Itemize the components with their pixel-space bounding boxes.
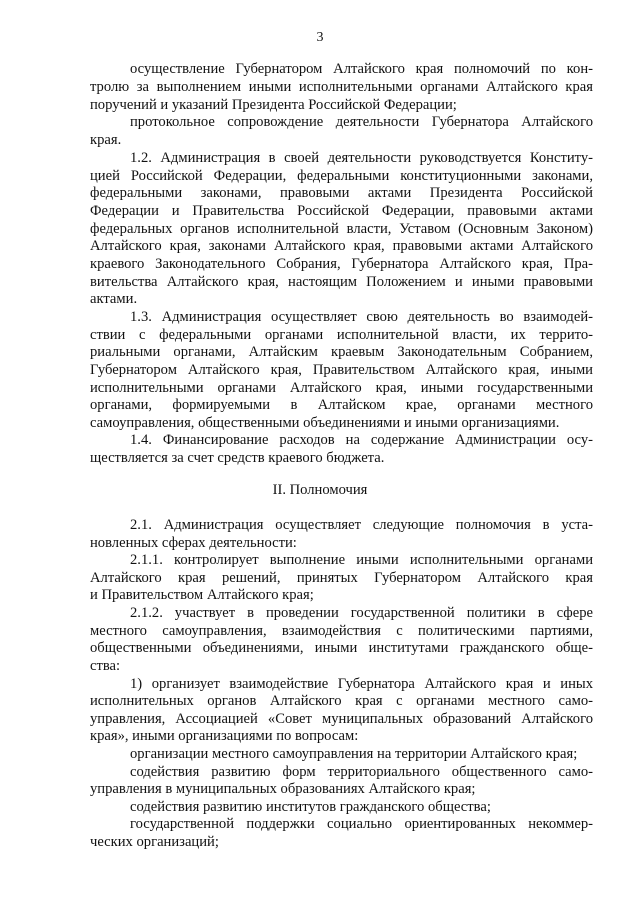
text-line: Алтайского края, законами Алтайского края, правовыми актами Алтайского bbox=[90, 238, 593, 254]
text-line: государственной поддержки социально ориентированных некоммер- bbox=[130, 816, 593, 832]
text-line: 1) организует взаимодействие Губернатора Алтайского края и иных bbox=[130, 676, 593, 692]
text-line: местного самоуправления, взаимодействия с политическими партиями, bbox=[90, 623, 593, 639]
text-line: края. bbox=[90, 132, 122, 148]
text-line: федеральных органов исполнительной власти, Уставом (Основным Законом) bbox=[90, 221, 593, 237]
text-line: ства: bbox=[90, 658, 121, 674]
text-line: управления в муниципальных образованиях Алтайского края; bbox=[90, 781, 476, 797]
text-line: Алтайского края решений, принятых Губернатором Алтайского края bbox=[90, 570, 593, 586]
text-line: ствии с федеральными органами исполнительной власти, их террито- bbox=[90, 327, 593, 343]
text-line: риальными органами, Алтайским краевым Законодательным Собранием, bbox=[90, 344, 593, 360]
text-line: края», иными организациями по вопросам: bbox=[90, 728, 359, 744]
text-line: и Правительством Алтайского края; bbox=[90, 587, 314, 603]
text-line: протокольное сопровождение деятельности Губернатора Алтайского bbox=[130, 114, 593, 130]
text-line: новленных сферах деятельности: bbox=[90, 535, 297, 551]
text-line: организации местного самоуправления на территории Алтайского края; bbox=[130, 746, 578, 762]
text-line: самоуправления, общественными объединениями и иными организациями. bbox=[90, 415, 560, 431]
text-line: содействия развитию институтов гражданского общества; bbox=[130, 799, 491, 815]
section-heading: II. Полномочия bbox=[272, 482, 368, 498]
text-line: 1.2. Администрация в своей деятельности руководствуется Конститу- bbox=[130, 150, 593, 166]
text-line: вительства Алтайского края, настоящим Положением и иными правовыми bbox=[90, 274, 593, 290]
text-line: ществляется за счет средств краевого бюджета. bbox=[90, 450, 385, 466]
text-line: Федерации и Правительства Российской Федерации, правовыми актами bbox=[90, 203, 593, 219]
text-line: органами, формируемыми в Алтайском крае, органами местного bbox=[90, 397, 593, 413]
page-number: 3 bbox=[316, 30, 324, 45]
text-line: поручений и указаний Президента Российской Федерации; bbox=[90, 97, 457, 113]
text-line: цией Российской Федерации, федеральными конституционными законами, bbox=[90, 168, 593, 184]
text-line: 1.4. Финансирование расходов на содержание Администрации осу- bbox=[130, 432, 593, 448]
text-line: ческих организаций; bbox=[90, 834, 219, 850]
text-line: 2.1.1. контролирует выполнение иными исполнительными органами bbox=[130, 552, 593, 568]
text-line: 1.3. Администрация осуществляет свою деятельность во взаимодей- bbox=[130, 309, 593, 325]
text-line: краевого Законодательного Собрания, Губернатора Алтайского края, Пра- bbox=[90, 256, 593, 272]
text-line: исполнительными органами Алтайского края, иными государственными bbox=[90, 380, 593, 396]
text-line: Губернатором Алтайского края, Правительством Алтайского края, иными bbox=[90, 362, 593, 378]
text-line: тролю за выполнением иными исполнительными органами Алтайского края bbox=[90, 79, 593, 95]
text-line: общественными объединениями, иными институтами гражданского обще- bbox=[90, 640, 593, 656]
text-line: федеральными законами, правовыми актами Президента Российской bbox=[90, 185, 593, 201]
text-line: актами. bbox=[90, 291, 138, 307]
text-line: исполнительных органов Алтайского края с органами местного само- bbox=[90, 693, 593, 709]
text-line: управления, Ассоциацией «Совет муниципальных образований Алтайского bbox=[90, 711, 593, 727]
text-line: осуществление Губернатором Алтайского края полномочий по кон- bbox=[130, 61, 593, 77]
text-line: 2.1. Администрация осуществляет следующие полномочия в уста- bbox=[130, 517, 593, 533]
text-line: содействия развитию форм территориального общественного само- bbox=[130, 764, 593, 780]
text-line: 2.1.2. участвует в проведении государственной политики в сфере bbox=[130, 605, 593, 621]
